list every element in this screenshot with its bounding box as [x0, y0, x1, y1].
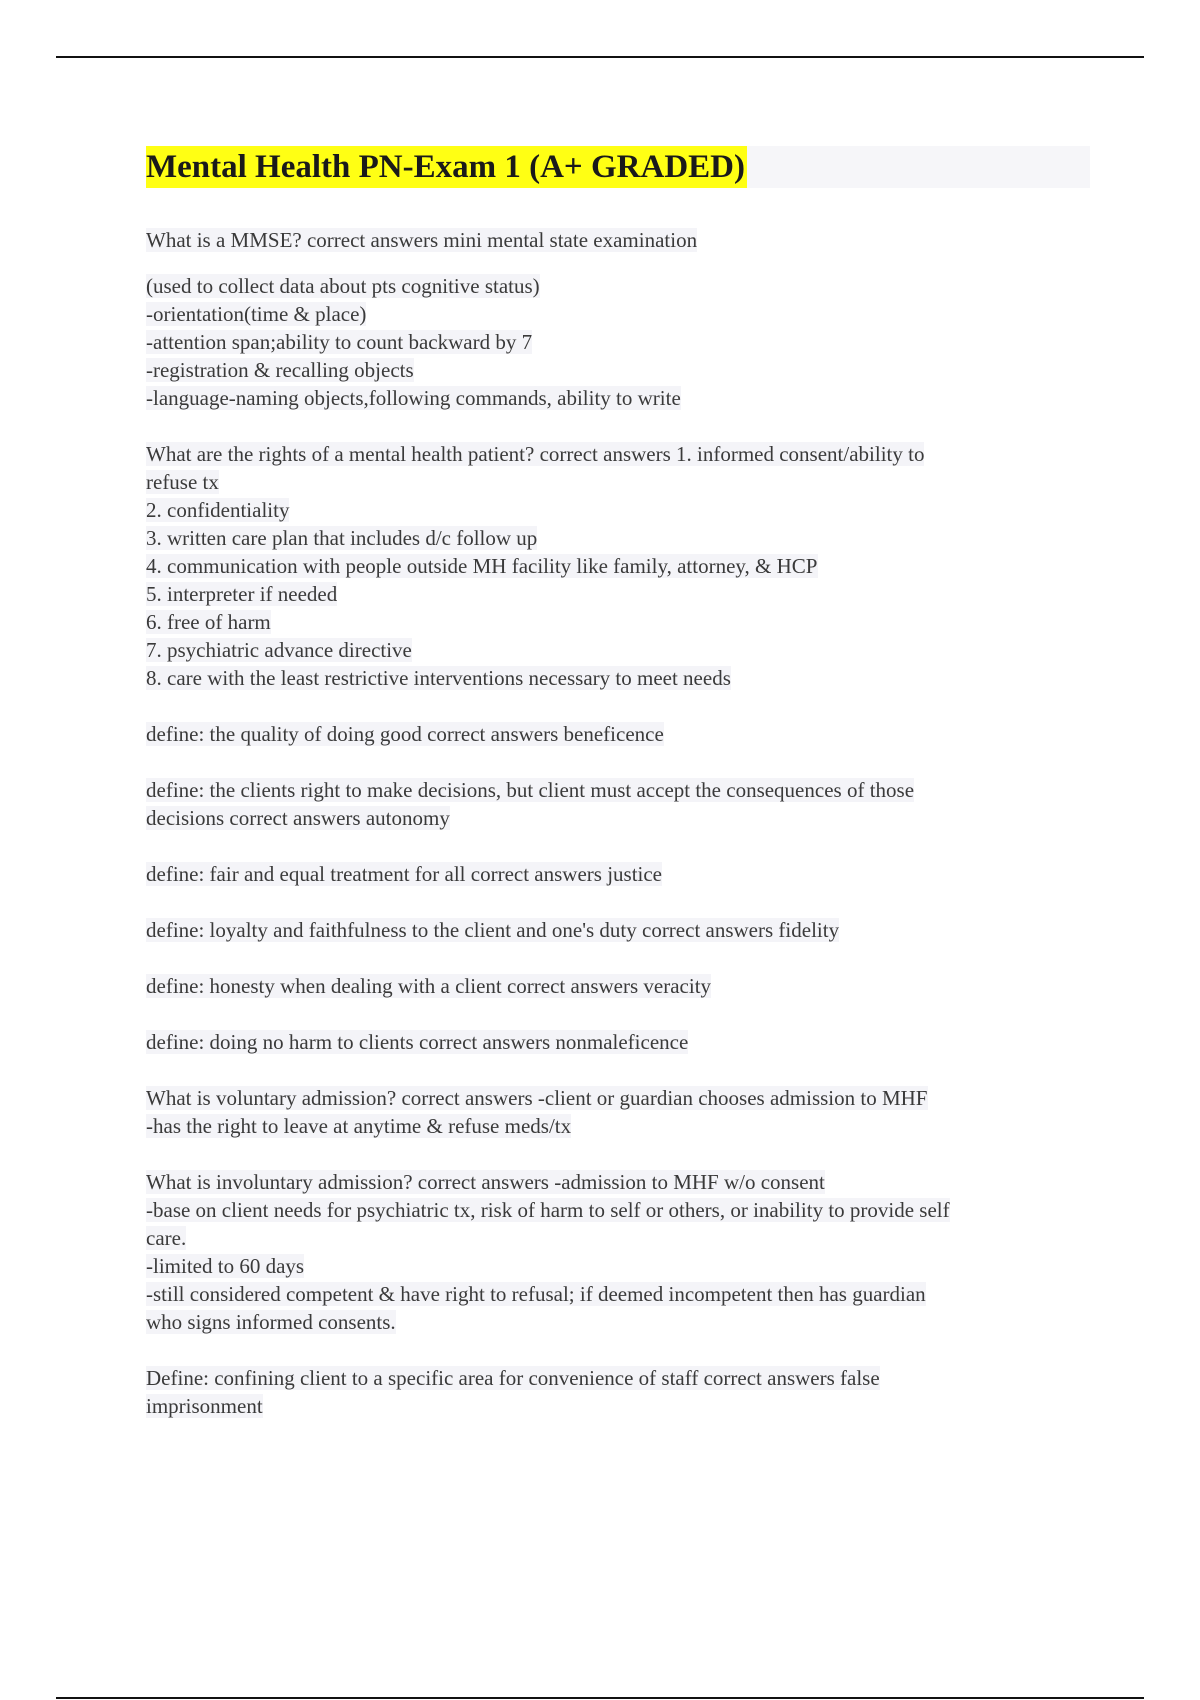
- qa-item: [146, 1028, 1090, 1056]
- qa-line: -has the right to leave at anytime & refuse meds/tx: [146, 1114, 572, 1138]
- qa-line: define: fair and equal treatment for all correct answers justice: [146, 862, 663, 886]
- top-divider: [56, 56, 1144, 58]
- qa-item: [146, 972, 1090, 1000]
- qa-line: 5. interpreter if needed: [146, 582, 338, 606]
- qa-line: -base on client needs for psychiatric tx, risk of harm to self or others, or inability to provide self: [146, 1198, 950, 1222]
- qa-line: imprisonment: [146, 1394, 263, 1418]
- qa-line: decisions correct answers autonomy: [146, 806, 450, 830]
- document-body: [146, 146, 1090, 1420]
- qa-line: -limited to 60 days: [146, 1254, 305, 1278]
- qa-item: [146, 1364, 1090, 1420]
- qa-line: -language-naming objects,following commands, ability to write: [146, 386, 681, 410]
- qa-line: -attention span;ability to count backward by 7: [146, 330, 533, 354]
- qa-item: [146, 720, 1090, 748]
- qa-line: What is a MMSE? correct answers mini mental state examination: [146, 228, 698, 252]
- qa-line: What are the rights of a mental health patient? correct answers 1. informed consent/ability to: [146, 442, 925, 466]
- qa-line: refuse tx: [146, 470, 219, 494]
- qa-item: [146, 440, 1090, 692]
- qa-line: who signs informed consents.: [146, 1310, 396, 1334]
- qa-line: -registration & recalling objects: [146, 358, 414, 382]
- qa-line: -still considered competent & have right to refusal; if deemed incompetent then has guardian: [146, 1282, 926, 1306]
- qa-item: [146, 272, 1090, 412]
- qa-item: [146, 226, 1090, 254]
- qa-line: define: loyalty and faithfulness to the client and one's duty correct answers fidelity: [146, 918, 840, 942]
- qa-line: define: the quality of doing good correct answers beneficence: [146, 722, 664, 746]
- document-title: Mental Health PN-Exam 1 (A+ GRADED): [146, 146, 747, 188]
- qa-line: 3. written care plan that includes d/c follow up: [146, 526, 538, 550]
- qa-line: Define: confining client to a specific area for convenience of staff correct answers false: [146, 1366, 880, 1390]
- bottom-divider: [56, 1697, 1144, 1699]
- qa-line: care.: [146, 1226, 187, 1250]
- qa-line: -orientation(time & place): [146, 302, 367, 326]
- qa-line: What is voluntary admission? correct answers -client or guardian chooses admission to MHF: [146, 1086, 928, 1110]
- title-band: [146, 146, 1090, 188]
- qa-line: 2. confidentiality: [146, 498, 290, 522]
- qa-line: What is involuntary admission? correct answers -admission to MHF w/o consent: [146, 1170, 825, 1194]
- qa-item: [146, 860, 1090, 888]
- qa-line: define: honesty when dealing with a client correct answers veracity: [146, 974, 712, 998]
- qa-line: 8. care with the least restrictive interventions necessary to meet needs: [146, 666, 731, 690]
- qa-item: [146, 1168, 1090, 1336]
- qa-line: define: the clients right to make decisions, but client must accept the consequences of those: [146, 778, 915, 802]
- qa-item: [146, 776, 1090, 832]
- qa-item: [146, 1084, 1090, 1140]
- qa-line: 6. free of harm: [146, 610, 271, 634]
- qa-line: 4. communication with people outside MH facility like family, attorney, & HCP: [146, 554, 818, 578]
- qa-item: [146, 916, 1090, 944]
- qa-line: (used to collect data about pts cognitive status): [146, 274, 540, 298]
- qa-line: 7. psychiatric advance directive: [146, 638, 412, 662]
- qa-line: define: doing no harm to clients correct answers nonmaleficence: [146, 1030, 689, 1054]
